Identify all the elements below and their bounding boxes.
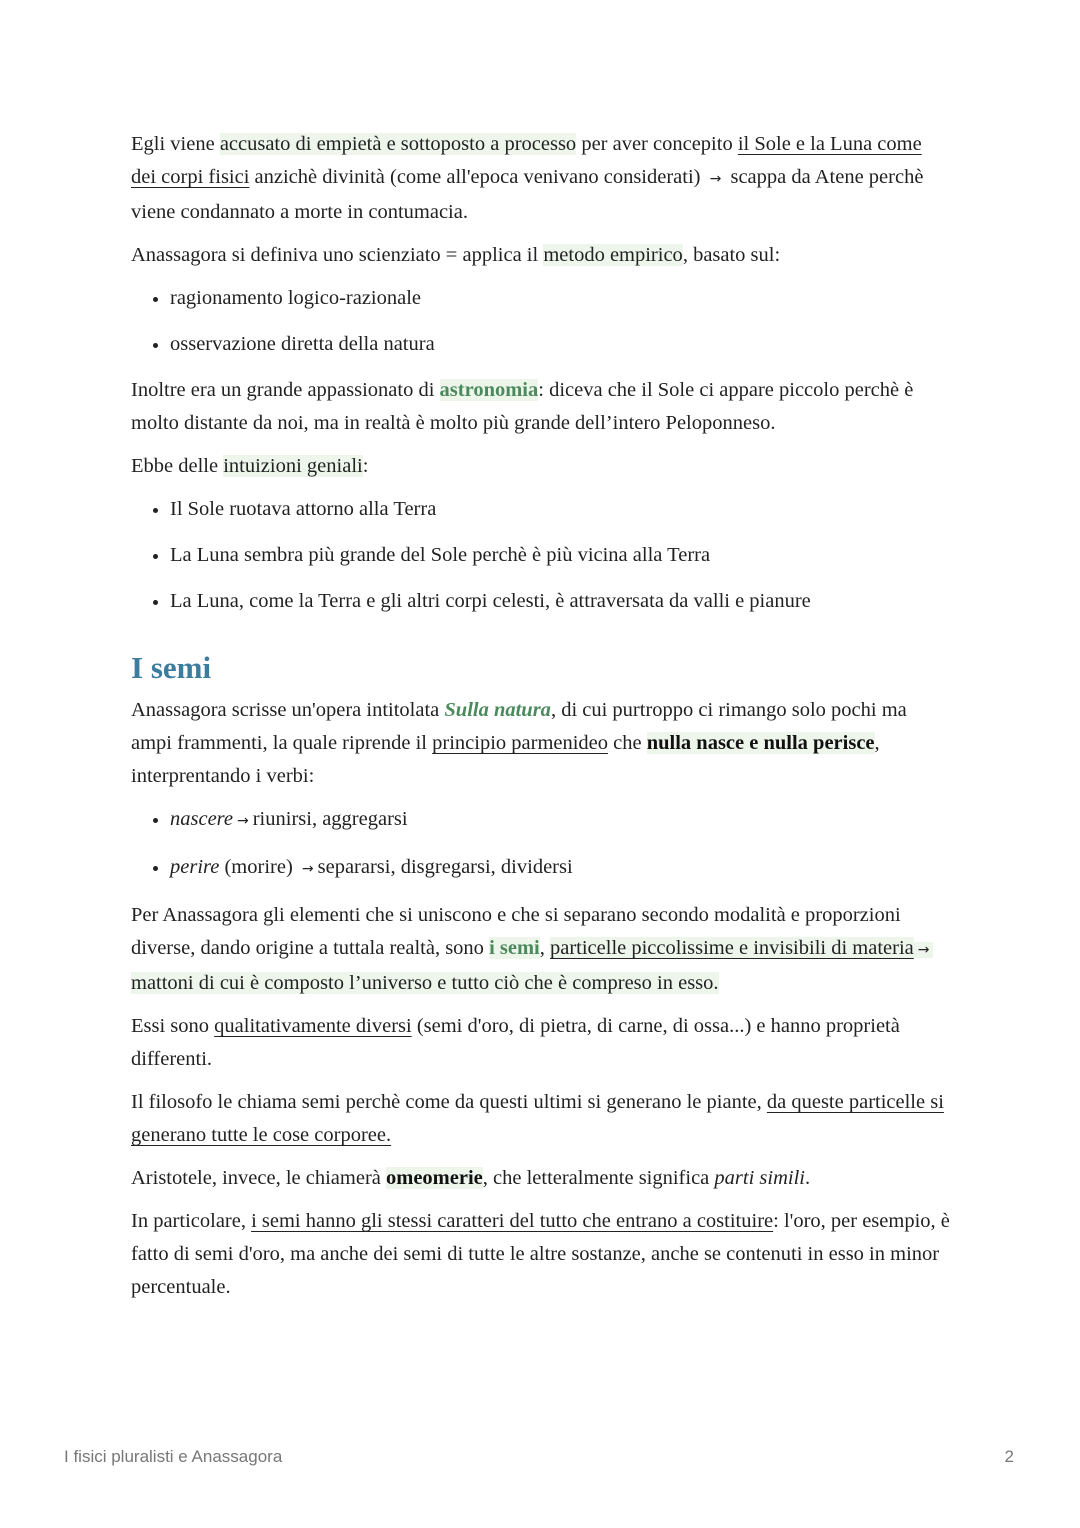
list-item [170, 803, 951, 838]
text: : diceva che il Sole ci appare piccolo perchè è molto distante da noi, ma in realtà è molto più grande dell’intero Peloponneso. [131, 379, 914, 434]
paragraph-qualitativamente [131, 1010, 951, 1076]
highlight-text: accusato di empietà e sottoposto a processo [219, 133, 577, 155]
underlined-text: particelle piccolissime e invisibili di materia [549, 937, 914, 959]
list-item [170, 851, 951, 886]
arrow-icon: → [709, 171, 722, 187]
underlined-text: il Sole e la Luna come dei corpi fisici [131, 133, 922, 188]
text: per aver concepito [576, 133, 738, 155]
arrow-icon: → [237, 813, 249, 829]
underlined-text: qualitativamente diversi [214, 1015, 412, 1037]
page-number: 2 [1004, 1447, 1014, 1466]
arrow-icon: → [914, 942, 934, 958]
paragraph-particolare [131, 1205, 951, 1304]
list-item: • ragionamento logico-razionale [170, 282, 951, 315]
section-heading: I semi [131, 650, 212, 685]
text: : [362, 455, 369, 477]
text: separarsi, disgregarsi, dividersi [317, 856, 573, 878]
term: nascere [170, 808, 233, 830]
highlight-text: mattoni di cui è composto l’universo e tutto ciò che è compreso in esso. [131, 972, 719, 994]
paragraph-intuizioni [131, 450, 951, 483]
underlined-text: da queste particelle si generano tutte le cose corporee. [131, 1091, 944, 1146]
page-footer [64, 1447, 1014, 1467]
text: , di cui purtroppo ci rimango solo pochi ma ampi frammenti, la quale riprende il [131, 699, 907, 754]
text: Anassagora scrisse un'opera intitolata [131, 699, 445, 721]
paragraph-condanna [131, 128, 951, 229]
text: Ebbe delle [131, 455, 224, 477]
list-item: • Il Sole ruotava attorno alla Terra [170, 493, 951, 526]
text: , [539, 937, 550, 959]
intuizioni-list [131, 493, 951, 618]
italic-text: parti simili [714, 1167, 805, 1189]
bold-text: omeomerie [386, 1167, 483, 1189]
text: che [608, 732, 647, 754]
text: Essi sono [131, 1015, 215, 1037]
text: scappa da Atene perchè viene condannato a morte in contumacia. [131, 166, 924, 223]
term: perire [170, 856, 220, 878]
bold-text: nulla nasce e nulla perisce [646, 732, 875, 754]
paragraph-aristotele [131, 1162, 951, 1195]
list-item: • osservazione diretta della natura [170, 328, 951, 361]
paragraph-sulla-natura [131, 694, 951, 793]
text: Egli viene [131, 133, 220, 155]
text: In particolare, [131, 1210, 252, 1232]
keyword-text: astronomia [439, 379, 539, 401]
paragraph-astronomia [131, 374, 951, 440]
paragraph-filosofo [131, 1086, 951, 1152]
metodo-list [131, 282, 951, 361]
keyword-text: i semi [489, 937, 540, 959]
highlight-text: metodo empirico [543, 244, 683, 266]
text: Il filosofo le chiama semi perchè come da questi ultimi si generano le piante, [131, 1091, 767, 1113]
text: , basato sul: [682, 244, 781, 266]
footer-title: I fisici pluralisti e Anassagora [64, 1447, 283, 1466]
text: , che letteralmente significa [482, 1167, 715, 1189]
highlight-text: intuizioni geniali [223, 455, 363, 477]
list-item: • La Luna, come la Terra e gli altri corpi celesti, è attraversata da valli e pianure [170, 585, 951, 618]
list-item: • La Luna sembra più grande del Sole perchè è più vicina alla Terra [170, 539, 951, 572]
text: Per Anassagora gli elementi che si uniscono e che si separano secondo modalità e proporzioni diverse, dando origine a tuttala realtà, sono [131, 904, 901, 959]
text: . [804, 1167, 811, 1189]
text: anzichè divinità (come all'epoca venivano considerati) [249, 166, 706, 188]
text: (morire) [219, 856, 298, 878]
text: Inoltre era un grande appassionato di [131, 379, 440, 401]
verbi-list [131, 803, 951, 886]
arrow-icon: → [301, 861, 314, 877]
text: : l'oro, per esempio, è fatto di semi d'oro, ma anche dei semi di tutte le altre sostanze, anche se contenuti in esso in minor percentuale. [131, 1210, 950, 1298]
text: Aristotele, invece, le chiamerà [131, 1167, 386, 1189]
text: riunirsi, aggregarsi [252, 808, 408, 830]
paragraph-scienziato [131, 239, 951, 272]
paragraph-semi [131, 899, 951, 1000]
text: (semi d'oro, di pietra, di carne, di ossa...) e hanno proprietà differenti. [131, 1015, 900, 1070]
text: , interprentando i verbi: [131, 732, 880, 787]
underlined-text: i semi hanno gli stessi caratteri del tutto che entrano a costituire [251, 1210, 774, 1232]
underlined-text: principio parmenideo [432, 732, 609, 754]
text: Anassagora si definiva uno scienziato = applica il [131, 244, 544, 266]
document-body [131, 128, 951, 1314]
book-title: Sulla natura [444, 699, 551, 721]
